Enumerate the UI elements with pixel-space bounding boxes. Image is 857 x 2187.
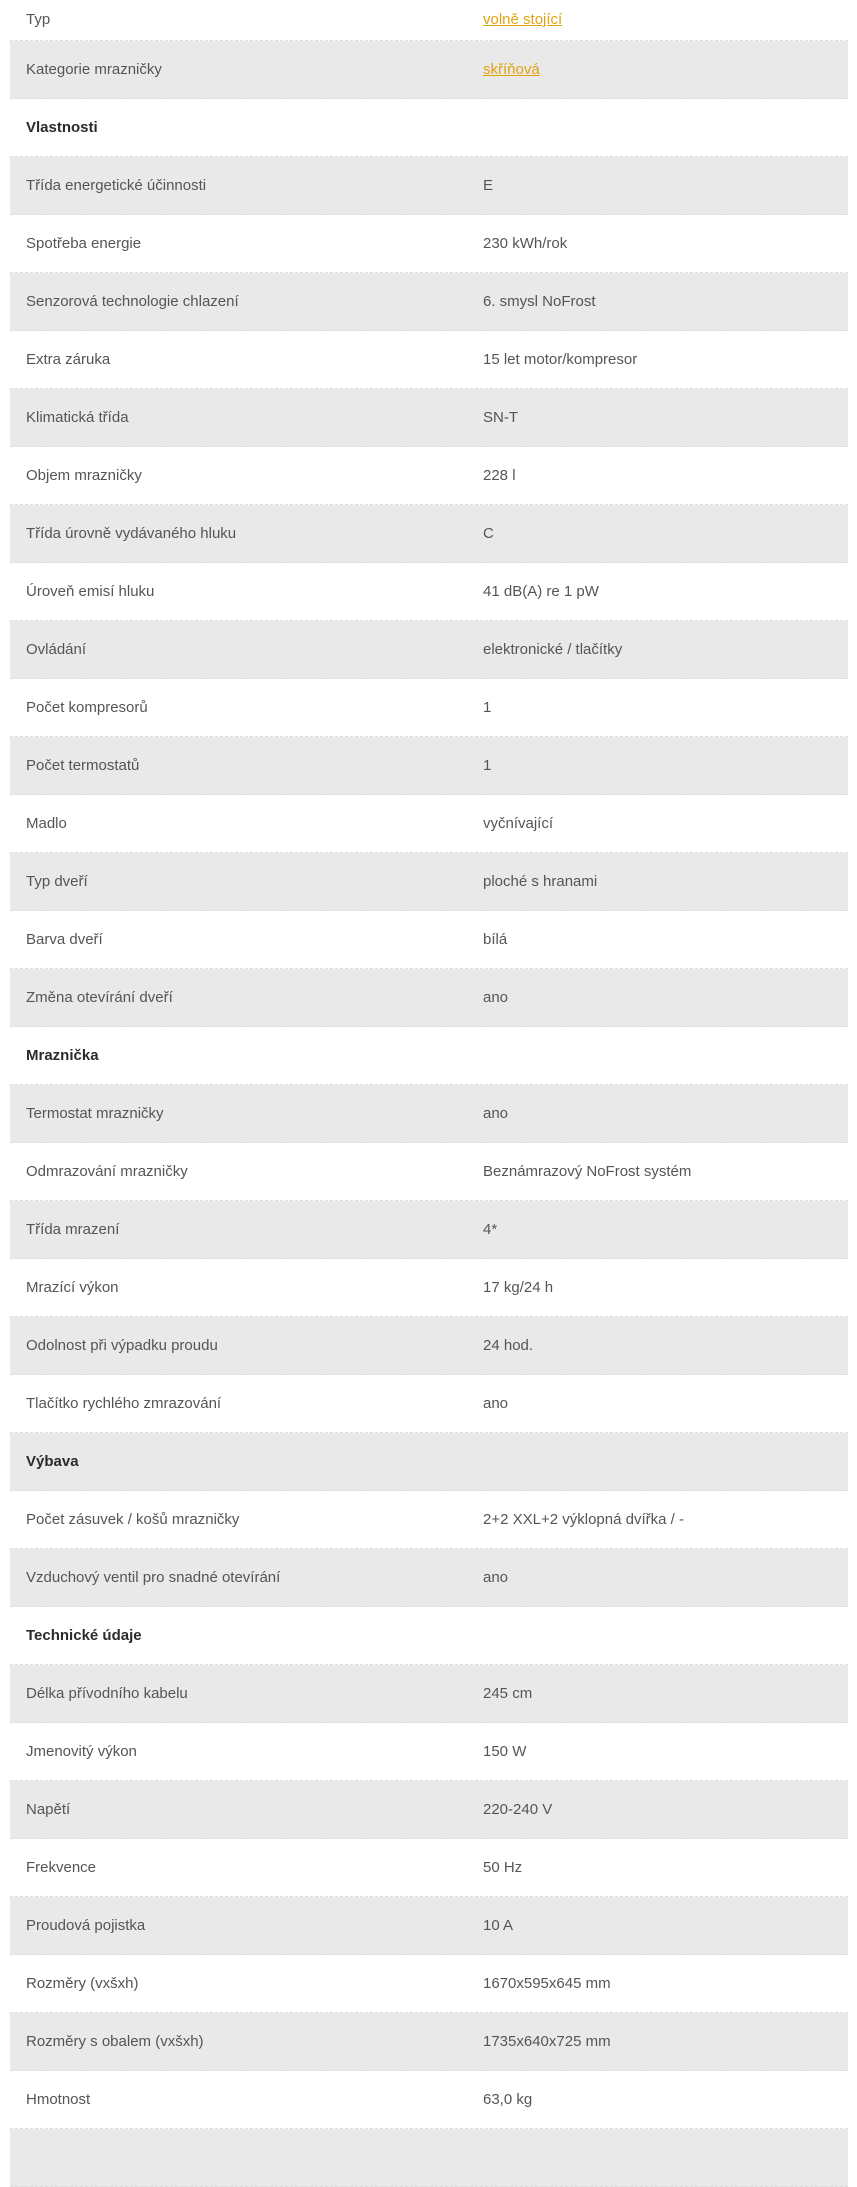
spec-section-header [10, 1607, 848, 1665]
spec-label: Odolnost při výpadku proudu [26, 1337, 218, 1354]
spec-row [10, 1375, 848, 1433]
spec-row [10, 1723, 848, 1781]
spec-value: vyčnívající [483, 815, 554, 832]
spec-label: Napětí [26, 1801, 71, 1818]
spec-row [10, 911, 848, 969]
spec-value: Beznámrazový NoFrost systém [483, 1163, 692, 1180]
spec-label: Proudová pojistka [26, 1917, 146, 1934]
spec-label: Hmotnost [26, 2091, 91, 2108]
spec-label: Objem mrazničky [26, 467, 142, 484]
spec-row [10, 563, 848, 621]
spec-label: Odmrazování mrazničky [26, 1163, 188, 1180]
spec-label: Kategorie mrazničky [26, 61, 162, 78]
spec-label: Rozměry (vxšxh) [26, 1975, 139, 1992]
spec-value: 41 dB(A) re 1 pW [483, 583, 599, 600]
spec-row [10, 447, 848, 505]
spec-value: 15 let motor/kompresor [483, 351, 638, 368]
spec-label: Délka přívodního kabelu [26, 1685, 188, 1702]
spec-value: C [483, 525, 494, 542]
spec-table [10, 0, 848, 2187]
spec-value [483, 41, 540, 98]
spec-row [10, 1549, 848, 1607]
spec-row [10, 1085, 848, 1143]
spec-value: ano [483, 1105, 509, 1122]
spec-value: 63,0 kg [483, 2091, 533, 2108]
spec-label: Rozměry s obalem (vxšxh) [26, 2033, 204, 2050]
spec-label: Spotřeba energie [26, 235, 142, 252]
spec-label: Typ [26, 11, 51, 28]
spec-label: Vzduchový ventil pro snadné otevírání [26, 1569, 281, 1586]
spec-row [10, 1259, 848, 1317]
spec-label: Ovládání [26, 641, 87, 658]
spec-section-title: Výbava [26, 1453, 79, 1470]
spec-row [10, 2071, 848, 2129]
spec-label: Termostat mrazničky [26, 1105, 164, 1122]
spec-label: Třída energetické účinnosti [26, 177, 207, 194]
spec-row [10, 1201, 848, 1259]
spec-row [10, 1665, 848, 1723]
spec-label: Typ dveří [26, 873, 88, 890]
spec-value: 1 [483, 699, 492, 716]
spec-label: Změna otevírání dveří [26, 989, 173, 1006]
spec-value: 150 W [483, 1743, 527, 1760]
spec-value: 10 A [483, 1917, 514, 1934]
spec-row [10, 0, 848, 41]
spec-value: SN-T [483, 409, 518, 426]
spec-label: Senzorová technologie chlazení [26, 293, 239, 310]
spec-value: 6. smysl NoFrost [483, 293, 596, 310]
spec-row [10, 331, 848, 389]
spec-value: 245 cm [483, 1685, 533, 1702]
spec-label: Počet termostatů [26, 757, 140, 774]
spec-row [10, 969, 848, 1027]
spec-label: Mrazící výkon [26, 1279, 119, 1296]
spec-row [10, 1491, 848, 1549]
spec-value: ano [483, 1569, 509, 1586]
spec-row [10, 389, 848, 447]
spec-value: elektronické / tlačítky [483, 641, 623, 658]
spec-value-link[interactable]: volně stojící [483, 11, 563, 28]
spec-label: Úroveň emisí hluku [26, 583, 155, 600]
spec-row [10, 157, 848, 215]
spec-value: E [483, 177, 494, 194]
spec-value [483, 0, 562, 40]
spec-section-title: Mraznička [26, 1047, 99, 1064]
spec-section-title: Technické údaje [26, 1627, 142, 1644]
spec-row [10, 1143, 848, 1201]
spec-row [10, 1839, 848, 1897]
spec-value: 2+2 XXL+2 výklopná dvířka / - [483, 1511, 684, 1528]
spec-value: 50 Hz [483, 1859, 523, 1876]
spec-label: Frekvence [26, 1859, 97, 1876]
spec-row [10, 853, 848, 911]
spec-row [10, 215, 848, 273]
spec-value: 17 kg/24 h [483, 1279, 554, 1296]
spec-label: Madlo [26, 815, 67, 832]
spec-section-header [10, 99, 848, 157]
spec-value: 1670x595x645 mm [483, 1975, 611, 1992]
spec-value: bílá [483, 931, 508, 948]
spec-row [10, 1955, 848, 2013]
spec-value: ano [483, 1395, 509, 1412]
spec-row [10, 1897, 848, 1955]
spec-value: 1 [483, 757, 492, 774]
spec-label: Extra záruka [26, 351, 111, 368]
spec-label: Počet zásuvek / košů mrazničky [26, 1511, 240, 1528]
spec-row [10, 679, 848, 737]
spec-value: 220-240 V [483, 1801, 553, 1818]
spec-section-header [10, 1027, 848, 1085]
spec-row [10, 621, 848, 679]
spec-label: Barva dveří [26, 931, 103, 948]
spec-value: ploché s hranami [483, 873, 598, 890]
spec-row [10, 505, 848, 563]
spec-value: ano [483, 989, 509, 1006]
spec-value: 24 hod. [483, 1337, 534, 1354]
spec-row [10, 1781, 848, 1839]
spec-label: Klimatická třída [26, 409, 129, 426]
spec-row [10, 273, 848, 331]
spec-row [10, 2013, 848, 2071]
spec-value-link[interactable]: skříňová [483, 61, 540, 78]
spec-row [10, 1317, 848, 1375]
spec-value: 1735x640x725 mm [483, 2033, 611, 2050]
spec-label: Počet kompresorů [26, 699, 148, 716]
spec-label: Jmenovitý výkon [26, 1743, 137, 1760]
spec-value: 228 l [483, 467, 516, 484]
spec-row [10, 41, 848, 99]
spec-row [10, 2129, 848, 2187]
spec-section-header [10, 1433, 848, 1491]
spec-value: 230 kWh/rok [483, 235, 568, 252]
spec-section-title: Vlastnosti [26, 119, 98, 136]
spec-row [10, 737, 848, 795]
spec-label: Třída úrovně vydávaného hluku [26, 525, 237, 542]
spec-row [10, 795, 848, 853]
spec-label: Třída mrazení [26, 1221, 120, 1238]
spec-label: Tlačítko rychlého zmrazování [26, 1395, 222, 1412]
spec-value: 4* [483, 1221, 498, 1238]
